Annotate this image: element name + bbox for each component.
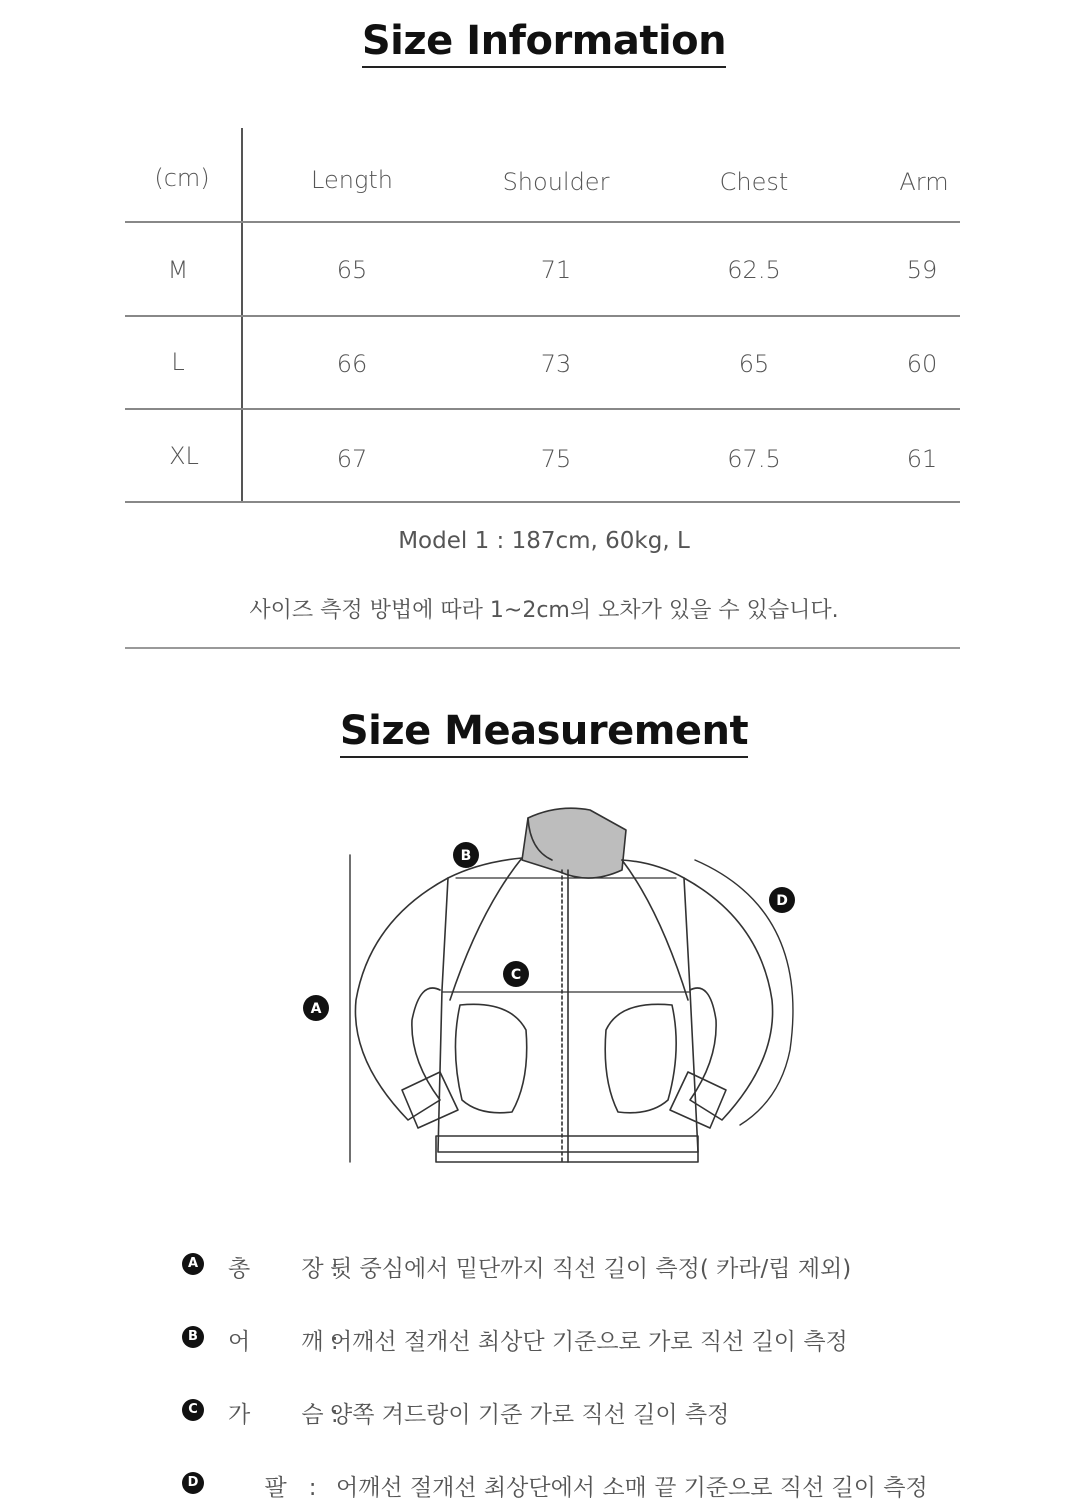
column-header-chest: Chest	[719, 168, 789, 196]
row-size-label: M	[167, 256, 189, 284]
table-cell: 67	[336, 445, 368, 473]
table-cell: 67.5	[727, 445, 781, 473]
section-divider	[125, 647, 960, 649]
right-sleeve	[684, 878, 773, 1120]
table-row-divider	[125, 501, 960, 503]
table-cell: 65	[738, 350, 770, 378]
legend-term: 총 장 :	[228, 1256, 339, 1282]
badge-b-label: B	[460, 848, 472, 864]
legend-description: 어깨선 절개선 최상단 기준으로 가로 직선 길이 측정	[330, 1329, 848, 1355]
column-header-arm: Arm	[899, 168, 949, 196]
tolerance-note: 사이즈 측정 방법에 따라 1~2cm의 오차가 있을 수 있습니다.	[249, 598, 839, 623]
badge-c-label: C	[510, 967, 522, 983]
size-information-title-text: Size Information	[362, 18, 726, 68]
size-information-title	[0, 18, 1088, 64]
table-cell: 65	[336, 256, 368, 284]
left-sleeve	[355, 878, 448, 1120]
table-cell: 62.5	[727, 256, 781, 284]
badge-d-label: D	[776, 893, 788, 909]
legend-description: 뒷 중심에서 밑단까지 직선 길이 측정( 카라/립 제외)	[330, 1256, 852, 1282]
hem-band	[436, 1136, 698, 1162]
collar-shape	[522, 808, 626, 878]
table-header-divider	[125, 221, 960, 223]
column-header-length: Length	[311, 166, 393, 194]
legend-term: 팔 :	[228, 1475, 317, 1501]
table-cell: 71	[540, 256, 572, 284]
table-cell: 60	[906, 350, 938, 378]
table-cell: 66	[336, 350, 368, 378]
size-measurement-title-text: Size Measurement	[340, 708, 748, 758]
left-pocket	[455, 1004, 526, 1113]
badge-c-icon: C	[182, 1399, 204, 1421]
model-note: Model 1 : 187cm, 60kg, L	[398, 528, 690, 554]
legend-term: 가 슴 :	[228, 1402, 339, 1428]
table-row-divider	[125, 408, 960, 410]
column-header-shoulder: Shoulder	[502, 168, 610, 196]
table-cell: 73	[540, 350, 572, 378]
legend-description: 어깨선 절개선 최상단에서 소매 끝 기준으로 직선 길이 측정	[336, 1475, 928, 1501]
jacket-measurement-diagram	[290, 800, 810, 1180]
table-row-divider	[125, 315, 960, 317]
table-cell: 59	[906, 256, 938, 284]
right-pocket	[605, 1004, 676, 1113]
row-size-label: XL	[169, 442, 199, 470]
badge-a-icon: A	[182, 1253, 204, 1275]
size-measurement-title	[0, 708, 1088, 754]
badge-a-label: A	[310, 1001, 322, 1017]
row-size-label: L	[171, 348, 185, 376]
table-cell: 75	[540, 445, 572, 473]
table-cell: 61	[906, 445, 938, 473]
badge-d-icon: D	[182, 1472, 204, 1494]
unit-header: (cm)	[154, 164, 210, 192]
legend-term: 어 깨 :	[228, 1329, 339, 1355]
legend-description: 양쪽 겨드랑이 기준 가로 직선 길이 측정	[330, 1402, 730, 1428]
badge-b-icon: B	[182, 1326, 204, 1348]
